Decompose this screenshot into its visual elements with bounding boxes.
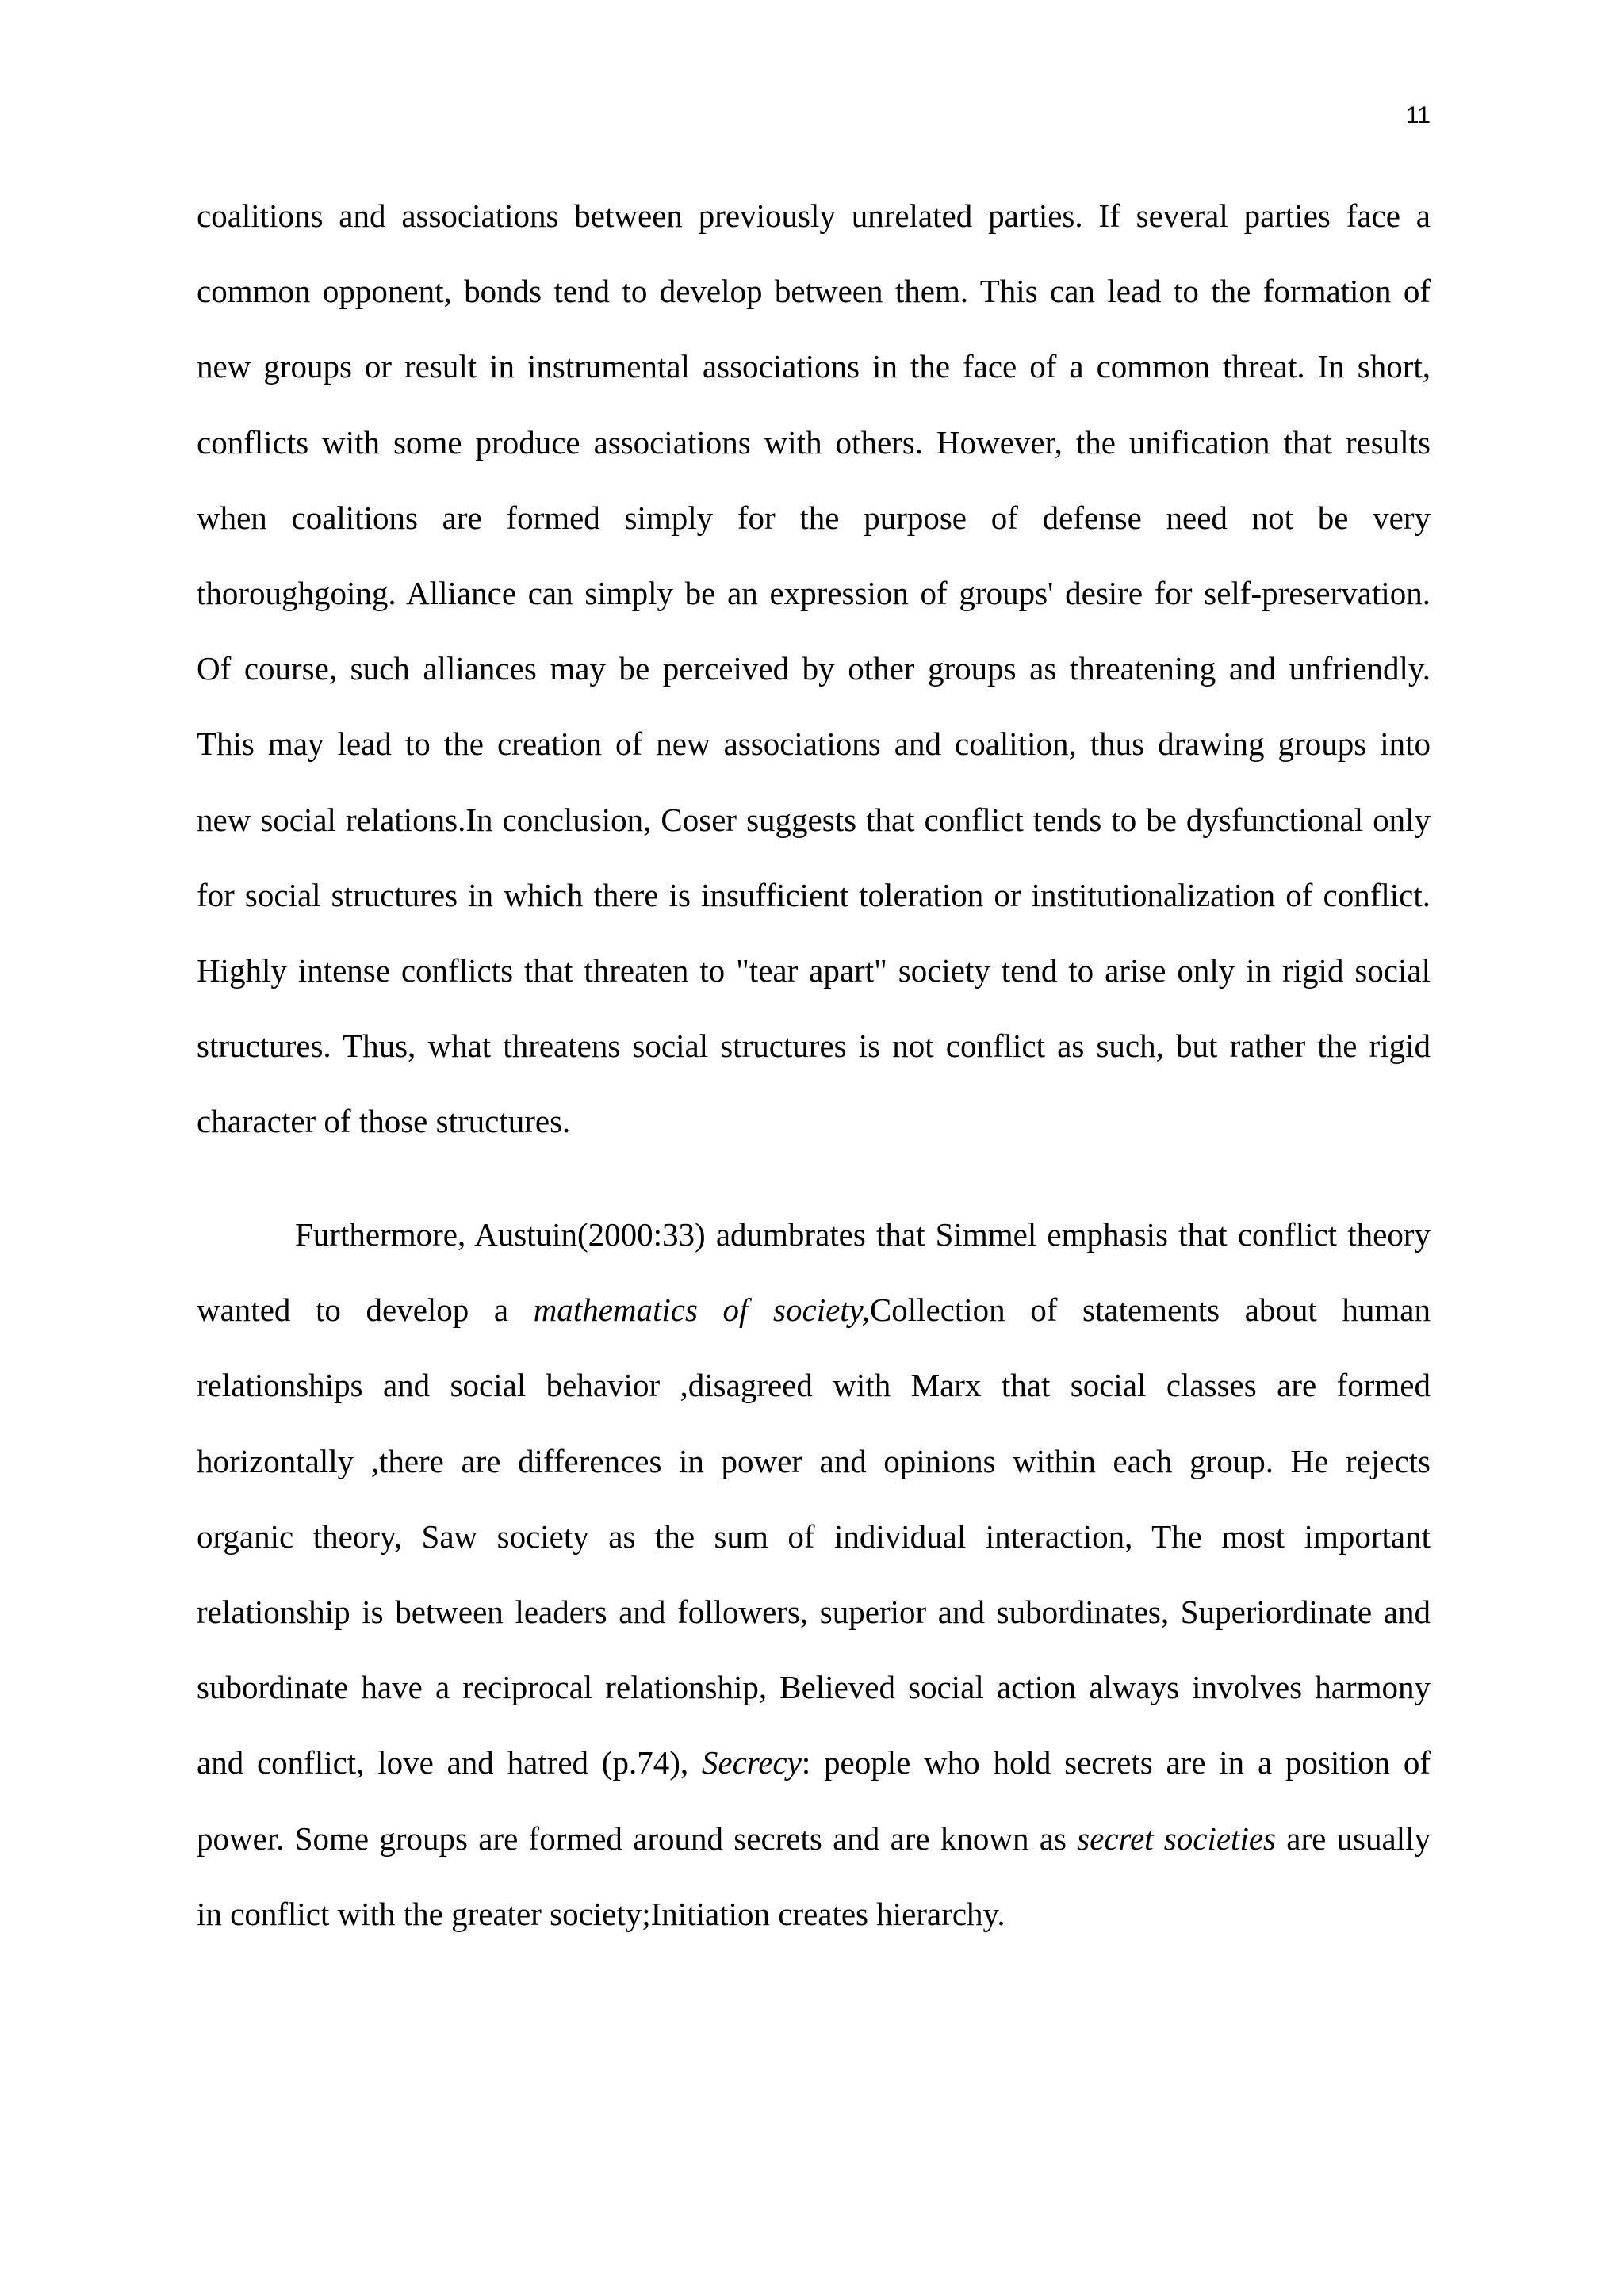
paragraph bbox=[197, 1197, 1431, 1952]
text-line bbox=[197, 1725, 1431, 1800]
text-segment: wanted to develop a bbox=[197, 1292, 534, 1329]
text-line: common opponent, bonds tend to develop between them. This can lead to the formation of bbox=[197, 273, 1431, 310]
paragraph bbox=[197, 178, 1431, 1160]
text-line: for social structures in which there is insufficient toleration or institutionalization of conflict. bbox=[197, 876, 1431, 913]
italic-term: secret societies bbox=[1077, 1820, 1276, 1857]
text-segment: : people who hold secrets are in a position of bbox=[801, 1744, 1431, 1781]
text-line: relationships and social behavior ,disagreed with Marx that social classes are formed bbox=[197, 1367, 1431, 1404]
text-line: Furthermore, Austuin(2000:33) adumbrates that Simmel emphasis that conflict theory bbox=[295, 1216, 1431, 1253]
text-line: when coalitions are formed simply for the purpose of defense need not be very bbox=[197, 499, 1431, 536]
text-segment: Collection of statements about human bbox=[869, 1292, 1431, 1329]
text-line: horizontally ,there are differences in power and opinions within each group. He rejects bbox=[197, 1442, 1431, 1479]
text-line: thoroughgoing. Alliance can simply be an expression of groups' desire for self-preservation. bbox=[197, 575, 1431, 612]
text-line: new groups or result in instrumental associations in the face of a common threat. In short, bbox=[197, 348, 1431, 385]
text-line: character of those structures. bbox=[197, 1103, 571, 1140]
text-line bbox=[197, 1801, 1431, 1877]
text-line: relationship is between leaders and followers, superior and subordinates, Superiordinate and bbox=[197, 1594, 1431, 1631]
text-line: in conflict with the greater society;Initiation creates hierarchy. bbox=[197, 1895, 1005, 1932]
text-line: This may lead to the creation of new associations and coalition, thus drawing groups into bbox=[197, 725, 1431, 763]
page-number: 11 bbox=[1405, 102, 1431, 128]
text-line: coalitions and associations between previously unrelated parties. If several parties face a bbox=[197, 197, 1431, 234]
text-line: subordinate have a reciprocal relationship, Believed social action always involves harmony bbox=[197, 1669, 1431, 1706]
text-segment: are usually bbox=[1275, 1820, 1431, 1857]
text-line: conflicts with some produce associations with others. However, the unification that results bbox=[197, 423, 1431, 461]
text-line: organic theory, Saw society as the sum of individual interaction, The most important bbox=[197, 1517, 1431, 1555]
text-line: Of course, such alliances may be perceived by other groups as threatening and unfriendly. bbox=[197, 650, 1431, 687]
italic-term: mathematics of society, bbox=[533, 1292, 870, 1329]
text-segment: power. Some groups are formed around secrets and are known as bbox=[197, 1820, 1078, 1857]
text-line: structures. Thus, what threatens social structures is not conflict as such, but rather the rigid bbox=[197, 1027, 1431, 1065]
italic-term: Secrecy bbox=[701, 1744, 802, 1781]
text-line bbox=[197, 1272, 1431, 1348]
text-segment: and conflict, love and hatred (p.74), bbox=[197, 1744, 702, 1781]
text-line: Highly intense conflicts that threaten to "tear apart" society tend to arise only in rigid social bbox=[197, 952, 1431, 989]
text-line: new social relations.In conclusion, Coser suggests that conflict tends to be dysfunctional only bbox=[197, 801, 1431, 838]
